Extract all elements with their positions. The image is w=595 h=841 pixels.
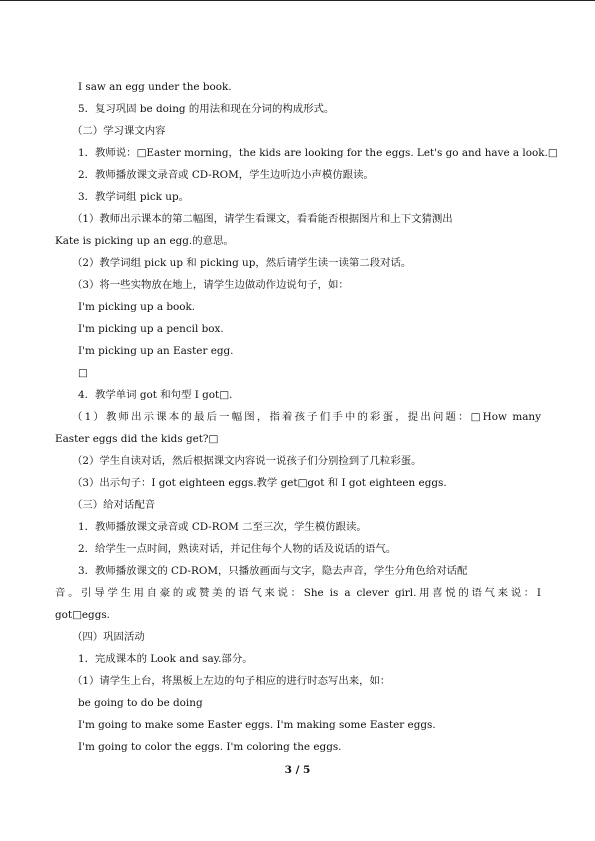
section-heading: （二）学习课文内容 [72,125,166,137]
text-line: Easter eggs did the kids get?□ [55,433,219,445]
page-top-border [0,0,595,1]
text-line: （1）请学生上台，将黑板上左边的句子相应的进行时态写出来，如： [72,675,391,687]
text-line: 5．复习巩固 be doing 的用法和现在分词的构成形式。 [78,103,335,115]
example-sentence: I'm picking up an Easter egg. [78,345,234,357]
example-sentence: I'm picking up a pencil box. [78,323,224,335]
text-line: 1．教师播放课文录音或 CD-ROM 二至三次，学生模仿跟读。 [78,521,367,533]
text-line: （1）教师出示课本的第二幅图，请学生看课文，看看能否根据图片和上下文猜测出 [72,213,453,225]
text-line: I saw an egg under the book. [78,81,232,93]
text-line: 4．教学单词 got 和句型 I got□. [78,389,233,401]
page-number: 3 / 5 [284,764,311,776]
text-line: （2）教学词组 pick up 和 picking up，然后请学生读一读第二段对话。 [72,257,412,269]
text-line: （1）教师出示课本的最后一幅图，指着孩子们手中的彩蛋，提出问题：□How many [72,411,541,423]
placeholder-box: □ [78,367,88,379]
text-line: （3）将一些实物放在地上，请学生边做动作边说句子，如： [72,279,349,291]
text-line: 音。引导学生用自豪的或赞美的语气来说：She is a clever girl.用喜悦的语气来说：I [55,587,541,599]
text-line: 1．教师说：□Easter morning，the kids are looking for the eggs. Let's go and have a look.□ [78,147,558,159]
example-sentence: be going to do be doing [78,697,203,709]
section-heading: （三）给对话配音 [72,499,156,511]
example-sentence: I'm going to color the eggs. I'm coloring the eggs. [78,741,342,753]
text-line: 2．给学生一点时间，熟读对话，并记住每个人物的话及说话的语气。 [78,543,397,555]
text-line: （2）学生自读对话，然后根据课文内容说一说孩子们分别捡到了几粒彩蛋。 [72,455,422,467]
text-line: 3．教学词组 pick up。 [78,191,189,203]
text-line: 1．完成课本的 Look and say.部分。 [78,653,253,665]
text-line: 3．教师播放课文的 CD-ROM，只播放画面与文字，隐去声音，学生分角色给对话配 [78,565,468,577]
text-line: Kate is picking up an egg.的意思。 [55,235,234,247]
text-line: （3）出示句子：I got eighteen eggs.教学 get□got 和 I got eighteen eggs. [72,477,447,489]
text-line: 2．教师播放课文录音或 CD-ROM，学生边听边小声模仿跟读。 [78,169,374,181]
example-sentence: I'm picking up a book. [78,301,196,313]
section-heading: （四）巩固活动 [72,631,145,643]
text-line: got□eggs. [55,609,110,621]
example-sentence: I'm going to make some Easter eggs. I'm making some Easter eggs. [78,719,436,731]
